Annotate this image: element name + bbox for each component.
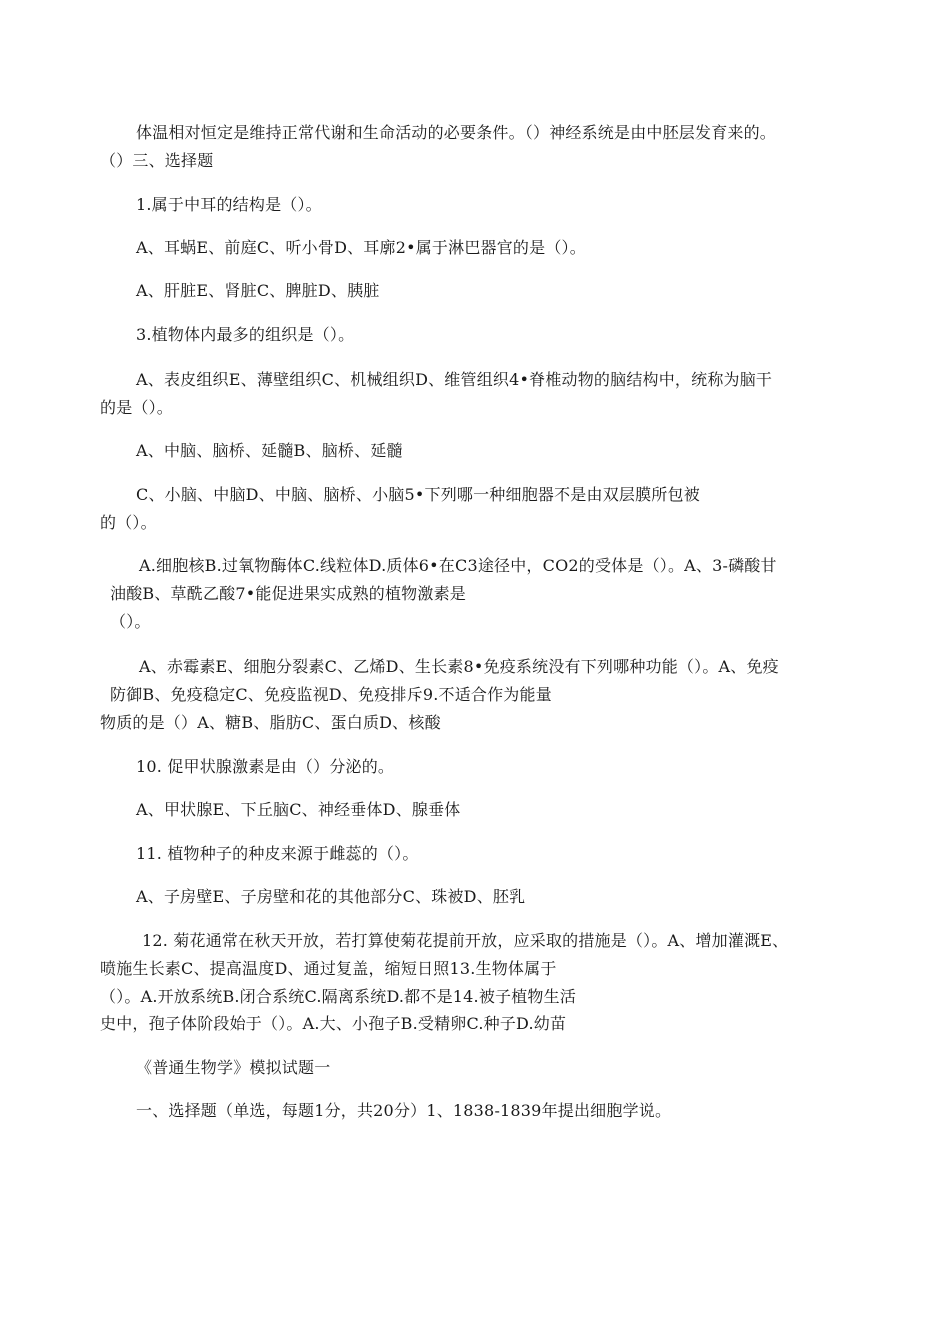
text-line: 3.植物体内最多的组织是（）。 xyxy=(136,325,355,344)
text-line: 史中，孢子体阶段始于（）。A.大、小孢子B.受精卵C.种子D.幼苗 xyxy=(100,1014,567,1033)
text-line: （）。A.开放系统B.闭合系统C.隔离系统D.都不是14.被子植物生活 xyxy=(100,987,577,1006)
text-line: 11. 植物种子的种皮来源于雌蕊的（）。 xyxy=(136,844,419,863)
text-line: 的（）。 xyxy=(100,513,157,532)
text-line: 防御B、免疫稳定C、免疫监视D、免疫排斥9.不适合作为能量 xyxy=(110,685,552,704)
section-heading: 《普通生物学》模拟试题一 xyxy=(136,1058,331,1077)
text-line: 10. 促甲状腺激素是由（）分泌的。 xyxy=(136,757,395,776)
text-line: 体温相对恒定是维持正常代谢和生命活动的必要条件。（）神经系统是由中胚层发育来的。 xyxy=(136,123,777,142)
text-line: 1.属于中耳的结构是（）。 xyxy=(136,195,322,214)
text-line: A、肝脏E、肾脏C、脾脏D、胰脏 xyxy=(136,281,380,300)
text-line: A.细胞核B.过氧物酶体C.线粒体D.质体6•在C3途径中，CO2的受体是（）。A、3-磷酸甘 xyxy=(139,556,777,575)
text-line: （）。 xyxy=(110,612,151,631)
text-line: A、中脑、脑桥、延髓B、脑桥、延髓 xyxy=(136,441,403,460)
text-line: 12. 菊花通常在秋天开放，若打算使菊花提前开放，应采取的措施是（）。A、增加灌溉E、 xyxy=(142,931,789,950)
text-line: A、赤霉素E、细胞分裂素C、乙烯D、生长素8•免疫系统没有下列哪种功能（）。A、免疫 xyxy=(139,657,779,676)
text-line: A、甲状腺E、下丘脑C、神经垂体D、腺垂体 xyxy=(136,800,461,819)
text-line: A、耳蜗E、前庭C、听小骨D、耳廓2•属于淋巴器官的是（）。 xyxy=(136,238,586,257)
text-line: A、表皮组织E、薄壁组织C、机械组织D、维管组织4•脊椎动物的脑结构中，统称为脑干 xyxy=(136,370,773,389)
text-line: 物质的是（）A、糖B、脂肪C、蛋白质D、核酸 xyxy=(100,713,441,732)
text-line: 油酸B、草酰乙酸7•能促进果实成熟的植物激素是 xyxy=(110,584,466,603)
text-line: （）三、选择题 xyxy=(100,151,214,170)
text-line: 喷施生长素C、提高温度D、通过复盖，缩短日照13.生物体属于 xyxy=(100,959,557,978)
text-line: A、子房壁E、子房壁和花的其他部分C、珠被D、胚乳 xyxy=(136,887,526,906)
text-line: 一、选择题（单选，每题1分，共20分）1、1838-1839年提出细胞学说。 xyxy=(136,1101,672,1120)
text-line: 的是（）。 xyxy=(100,398,174,417)
text-line: C、小脑、中脑D、中脑、脑桥、小脑5•下列哪一种细胞器不是由双层膜所包被 xyxy=(136,485,700,504)
